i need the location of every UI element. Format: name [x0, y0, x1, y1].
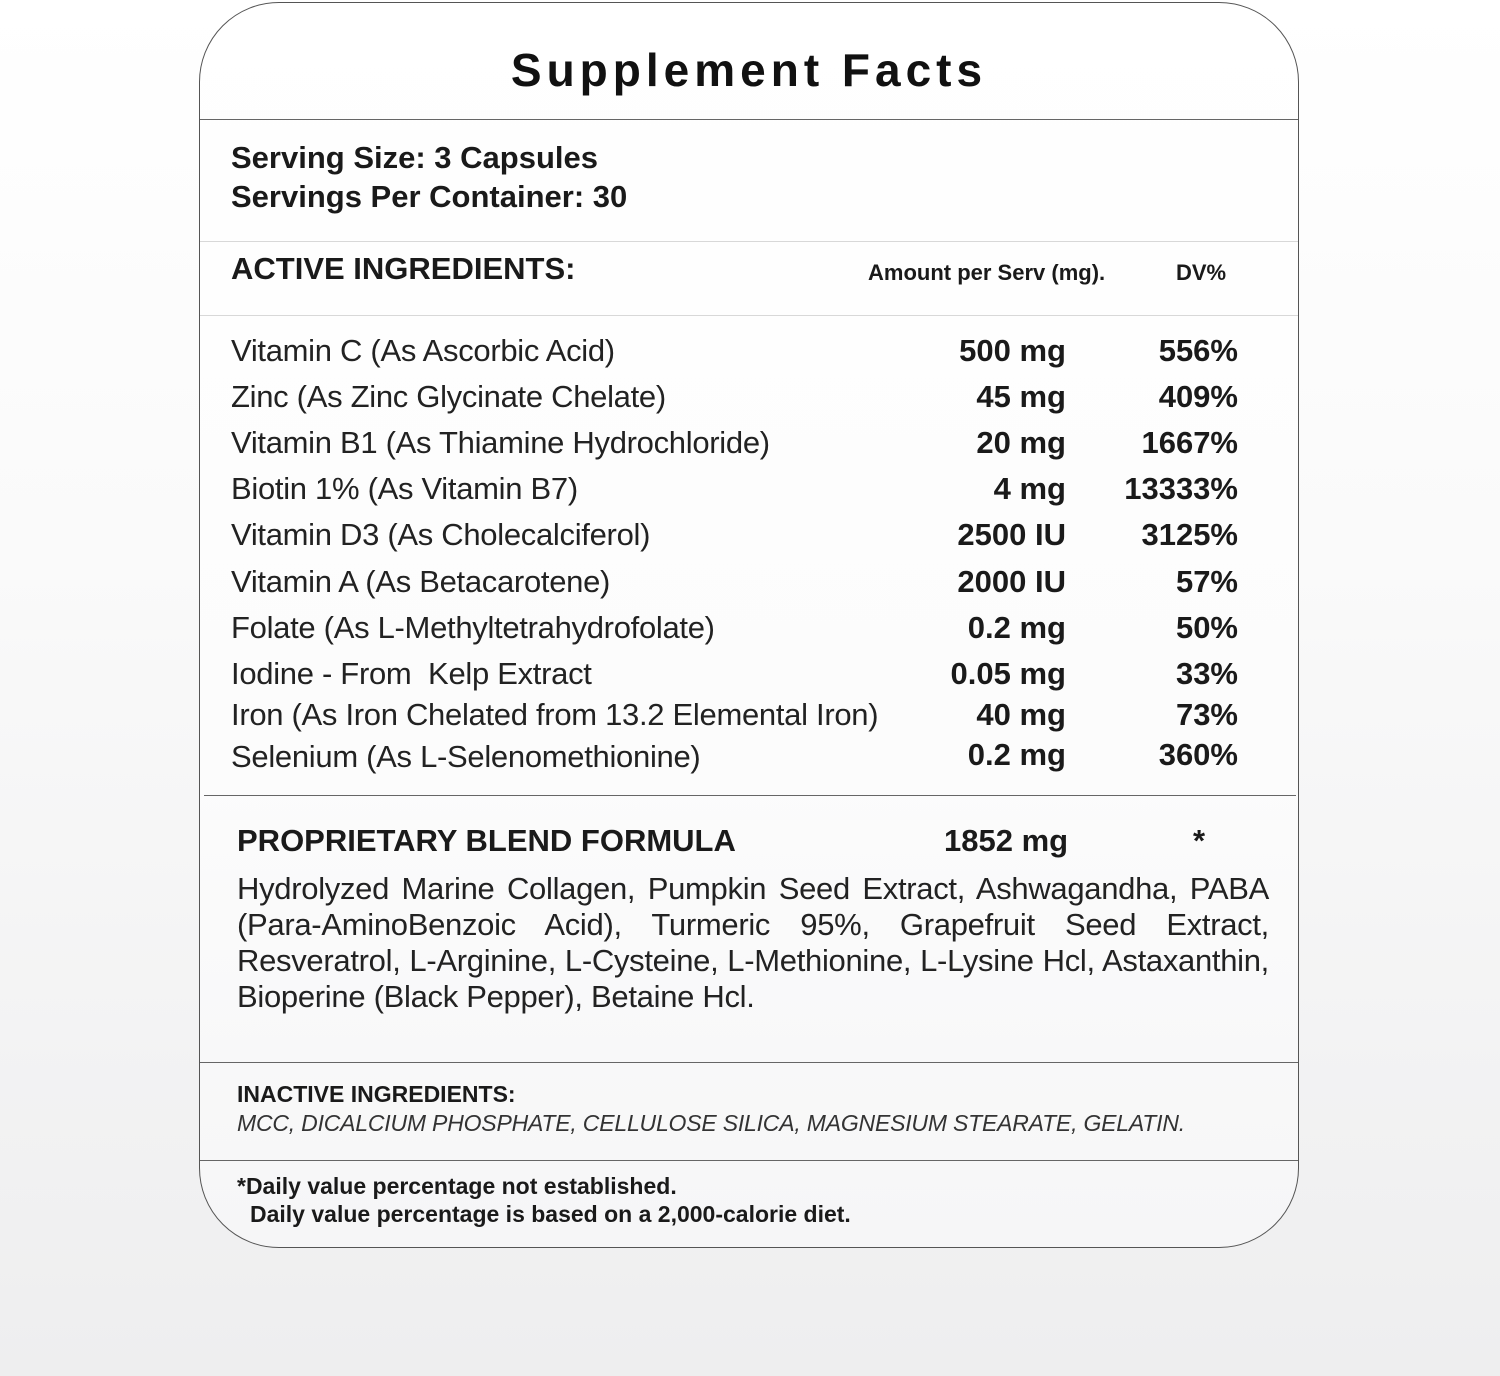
- amount-column-header: Amount per Serv (mg).: [868, 260, 1106, 285]
- ingredient-dv: 73%: [1175, 697, 1238, 732]
- ingredient-dv: 1667%: [1141, 425, 1238, 460]
- ingredient-name: Vitamin C (As Ascorbic Acid): [231, 333, 615, 368]
- ingredient-dv: 13333%: [1124, 471, 1238, 506]
- ingredient-name: Vitamin D3 (As Cholecalciferol): [231, 517, 651, 552]
- ingredient-amount: 45 mg: [976, 379, 1066, 414]
- ingredient-amount: 4 mg: [993, 471, 1066, 506]
- inactive-ingredients-text: MCC, DICALCIUM PHOSPHATE, CELLULOSE SILICA, MAGNESIUM STEARATE, GELATIN.: [237, 1110, 1185, 1136]
- ingredient-amount: 20 mg: [976, 425, 1066, 460]
- divider-title: [200, 119, 1298, 120]
- ingredient-dv: 33%: [1175, 656, 1238, 691]
- ingredient-amount: 40 mg: [976, 697, 1066, 732]
- ingredient-name: Selenium (As L-Selenomethionine): [231, 739, 701, 774]
- ingredient-dv: 409%: [1158, 379, 1238, 414]
- active-ingredients-heading: ACTIVE INGREDIENTS:: [231, 251, 576, 286]
- blend-heading: PROPRIETARY BLEND FORMULA: [237, 823, 736, 858]
- ingredient-name: Zinc (As Zinc Glycinate Chelate): [231, 379, 666, 414]
- ingredient-amount: 500 mg: [959, 333, 1066, 368]
- ingredient-amount: 2500 IU: [957, 517, 1066, 552]
- ingredient-amount: 2000 IU: [957, 564, 1066, 599]
- blend-ingredients: Hydrolyzed Marine Collagen, Pumpkin Seed Extract, Ashwagandha, PABA (Para-AminoBenzoic Acid), Turmeric 95%, Grapefruit Seed Extract, Resveratrol, L-Arginine, L-Cysteine, L-Methionine, L-Lysine Hcl, Astaxanthin, Bioperine (Black Pepper), Betaine Hcl.: [237, 871, 1269, 1014]
- blend-dv: *: [1193, 823, 1206, 858]
- ingredient-amount: 0.05 mg: [950, 656, 1066, 691]
- ingredient-name: Folate (As L-Methyltetrahydrofolate): [231, 610, 715, 645]
- ingredient-dv: 3125%: [1141, 517, 1238, 552]
- divider-active-end: [204, 795, 1296, 796]
- divider-active-header: [200, 315, 1298, 316]
- divider-serving: [200, 241, 1298, 242]
- ingredient-amount: 0.2 mg: [967, 610, 1066, 645]
- panel-title: Supplement Facts: [510, 44, 988, 96]
- servings-per-container: Servings Per Container: 30: [231, 179, 628, 214]
- footnote-not-established: *Daily value percentage not established.: [237, 1173, 677, 1199]
- ingredient-name: Biotin 1% (As Vitamin B7): [231, 471, 578, 506]
- ingredient-dv: 57%: [1175, 564, 1238, 599]
- ingredient-dv: 556%: [1158, 333, 1238, 368]
- supplement-facts-panel: [199, 2, 1299, 1248]
- blend-amount: 1852 mg: [944, 823, 1069, 858]
- dv-column-header: DV%: [1176, 260, 1227, 285]
- ingredient-name: Iodine - From Kelp Extract: [231, 656, 592, 691]
- ingredient-dv: 360%: [1158, 737, 1238, 772]
- ingredient-name: Iron (As Iron Chelated from 13.2 Elemental Iron): [231, 697, 879, 732]
- divider-blend-end: [200, 1062, 1298, 1063]
- ingredient-name: Vitamin B1 (As Thiamine Hydrochloride): [231, 425, 770, 460]
- serving-size: Serving Size: 3 Capsules: [231, 140, 598, 175]
- inactive-ingredients-heading: INACTIVE INGREDIENTS:: [237, 1081, 516, 1107]
- ingredient-name: Vitamin A (As Betacarotene): [231, 564, 611, 599]
- ingredient-amount: 0.2 mg: [967, 737, 1066, 772]
- ingredient-dv: 50%: [1175, 610, 1238, 645]
- footnote-calorie-diet: Daily value percentage is based on a 2,000-calorie diet.: [250, 1201, 851, 1227]
- divider-inactive-end: [200, 1160, 1298, 1161]
